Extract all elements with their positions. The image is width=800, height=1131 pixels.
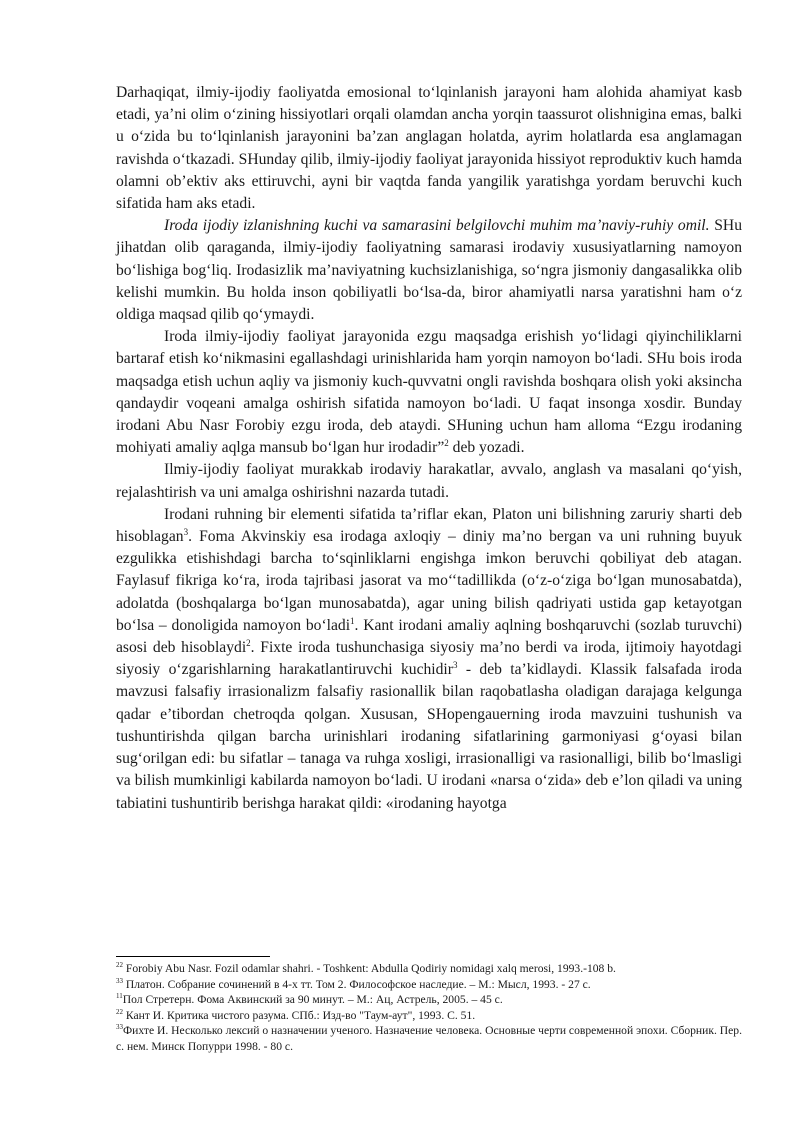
paragraph-3	[116, 326, 742, 459]
paragraph-5-text-b: . Foma Akvinskiy esa irodaga axloqiy – diniy ma’no bergan va uni ruhning buyuk ezgulikka etishishdagi barcha to‘sqinliklarni engishga imkon beruvchi qobiliyat deb atagan. Faylasuf fikriga ko‘ra, iroda tajribasi jasorat va mo‘‘tadillikda (o‘z-o‘ziga bo‘lgan munosabatda), adolatda (boshqalarga bo‘lgan munosabatda), agar uning bilish qadriyati ustida gap ketayotgan bo‘lsa – donoligida namoyon bo‘ladi	[116, 528, 742, 634]
paragraph-1: Darhaqiqat, ilmiy-ijodiy faoliyatda emosional to‘lqinlanish jarayoni ham alohida ahamiyat kasb etadi, ya’ni olim o‘zining hissiyotlari orqali olamdan ancha yorqin taassurot olishnigina emas, balki u o‘zida bu to‘lqinlanish jarayonini ba’zan anglagan holatda, ayrim holatlarda esa anglamagan ravishda o‘tkazadi. SHunday qilib, ilmiy-ijodiy faoliyat jarayonida hissiyot reproduktiv kuch hamda olamni ob’ektiv aks ettiruvchi, ayni bir vaqtda fanda yangilik yaratishga yordam beruvchi kuch sifatida ham aks etadi.	[116, 84, 742, 213]
paragraph-5-text-c: . Kant irodani amaliy aqlning boshqaruvchi (sozlab turuvchi) asosi deb hisoblaydi	[116, 616, 742, 657]
footnote-text: Платон. Собрание сочинений в 4-х тт. Том 2. Философское наследие. – М.: Мысл, 1993. - 27 с.	[123, 977, 591, 991]
paragraph-5-text-e: - deb ta’kidlaydi. Klassik falsafada iroda mavzusi falsafiy irrasionalizm falsafiy rasionallik bilan raqobatlasha oladigan darajaga kelgunga qadar e’tibordan chetroqda qolgan. Xususan, SHopengauerning iroda mavzuini tushunish va tushuntirishda qilgan barcha urinishlari irodaning sifatlarining garmoniyasi g‘oyasi bilan sug‘orilgan edi: bu sifatlar – tanaga va ruhga xosligi, irrasionalligi va rasionalligi, bilib bo‘lmasligi va bilish mumkinligi kabilarda namoyon bo‘ladi. U irodani «narsa o‘zida» deb e’lon qiladi va uning tabiatini tushuntirib berishga harakat qildi: «irodaning hayotga	[116, 661, 742, 812]
footnote-mark: 33	[116, 1023, 123, 1032]
paragraph-2	[116, 215, 742, 326]
footnote-text: Forobiy Abu Nasr. Fozil odamlar shahri. - Toshkent: Abdulla Qodiriy nomidagi xalq merosi, 1993.-108 b.	[123, 962, 616, 975]
footnote-divider	[116, 956, 270, 957]
paragraph-2-text: SHu jihatdan olib qaraganda, ilmiy-ijodiy faoliyatning samarasi irodaviy xususiyatlarning namoyon bo‘lishiga bog‘liq. Irodasizlik ma’naviyatning kuchsizlanishiga, so‘ngra jismoniy dangasalikka olib kelishi mumkin. Bu holda inson qobiliyatli bo‘lsa-da, biror ahamiyatli narsa yaratishni ham o‘z oldiga maqsad qilib qo‘ymaydi.	[116, 217, 742, 324]
footnote-ref: 2	[444, 438, 449, 449]
footnotes-section	[116, 956, 742, 1055]
footnote-text: Пол Стретерн. Фома Аквинский за 90 минут. – М.: Ац, Астрель, 2005. – 45 с.	[122, 993, 503, 1007]
paragraph-5-text-a: Irodani ruhning bir elementi sifatida ta’riflar ekan, Platon uni bilishning zaruriy sharti deb hisoblagan	[116, 505, 742, 546]
footnote-text: Кант И. Критика чистого разума. СПб.: Изд-во "Таум-аут", 1993. С. 51.	[123, 1008, 476, 1022]
footnote-ref: 2	[246, 637, 251, 648]
paragraph-3-text-b: deb yozadi.	[448, 439, 525, 457]
paragraph-5-text-d: . Fixte iroda tushunchasiga siyosiy ma’no berdi va iroda, ijtimoiy hayotdagi siyosiy o‘zgarishlarning harakatlantiruvchi kuchidir	[116, 639, 742, 679]
footnote-ref: 1	[350, 615, 355, 626]
footnote-item	[116, 1023, 742, 1054]
footnote-item	[116, 992, 742, 1008]
footnote-ref: 3	[183, 526, 189, 537]
footnote-ref: 3	[452, 660, 458, 671]
footnote-mark: 22	[116, 961, 123, 970]
italic-thesis: Iroda ijodiy izlanishning kuchi va samarasini belgilovchi muhim ma’naviy-ruhiy omil.	[164, 217, 710, 235]
footnote-mark: 22	[116, 1007, 123, 1016]
footnote-item	[116, 961, 742, 977]
document-body	[116, 82, 742, 815]
footnote-item	[116, 1008, 742, 1024]
footnote-item	[116, 977, 742, 993]
paragraph-3-text-a: Iroda ilmiy-ijodiy faoliyat jarayonida ezgu maqsadga erishish yo‘lidagi qiyinchiliklarni bartaraf etish ko‘nikmasini egallashdagi urinishlarida ham yorqin namoyon bo‘ladi. SHu bois iroda maqsadga etish uchun aqliy va jismoniy kuch-quvvatni ongli ravishda boshqara olish yoki aksincha qandaydir voqeani amalga oshirish sifatida namoyon bo‘ladi. U faqat insonga xosdir. Bunday irodani Abu Nasr Forobiy ezgu iroda, deb ataydi. SHuning uchun ham alloma “Ezgu irodaning mohiyati amaliy aqlga mansub bo‘lgan hur irodadir”	[116, 328, 742, 457]
footnote-mark: 11	[116, 992, 123, 1001]
paragraph-4: Ilmiy-ijodiy faoliyat murakkab irodaviy harakatlar, avvalo, anglash va masalani qo‘yish, rejalashtirish va uni amalga oshirishni nazarda tutadi.	[116, 461, 742, 501]
footnote-mark: 33	[116, 976, 123, 985]
footnote-text: Фихте И. Несколько лексий о назначении ученого. Назначение человека. Основные черти современной эпохи. Сборник. Пер. с. нем. Минск Попурри 1998. - 80 с.	[116, 1024, 742, 1053]
paragraph-5	[116, 504, 742, 815]
